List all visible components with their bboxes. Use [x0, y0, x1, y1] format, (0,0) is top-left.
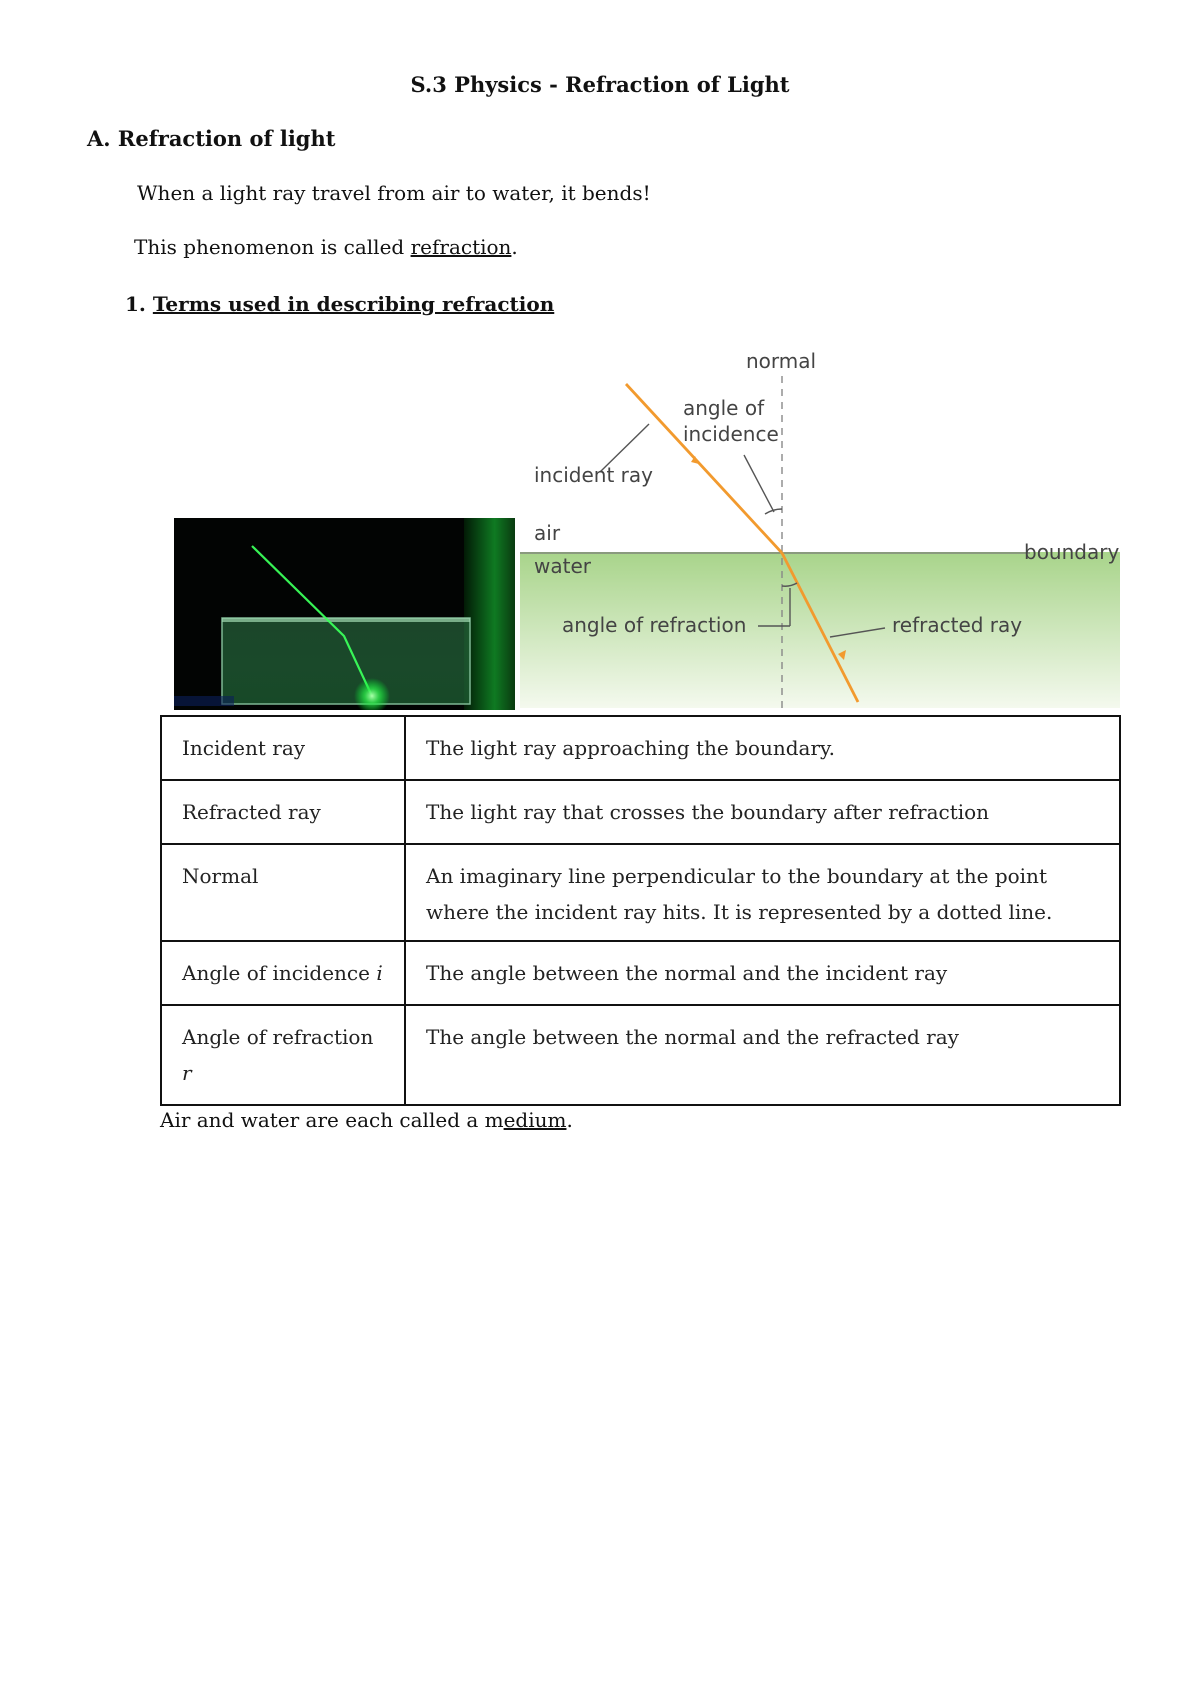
label-water: water: [534, 554, 591, 578]
table-row: [161, 780, 1120, 844]
label-boundary: boundary: [1024, 540, 1120, 564]
subsection-heading: [125, 292, 554, 316]
term-cell: [161, 941, 405, 1005]
definition-cell: The light ray approaching the boundary.: [405, 716, 1120, 780]
term-medium: edium: [503, 1108, 567, 1132]
table-row: [161, 941, 1120, 1005]
label-normal: normal: [746, 349, 817, 373]
table-row: [161, 844, 1120, 941]
intro-sentence: When a light ray travel from air to water, it bends!: [137, 181, 651, 205]
term-variable: i: [376, 961, 383, 985]
definition-suffix: .: [511, 235, 518, 259]
term-label: Incident ray: [182, 736, 306, 760]
medium-sentence: [160, 1108, 573, 1132]
term-variable: r: [182, 1061, 192, 1085]
definition-cell: The light ray that crosses the boundary after refraction: [405, 780, 1120, 844]
refraction-diagram: [520, 346, 1120, 708]
term-refraction: refraction: [410, 235, 512, 259]
page-title: S.3 Physics - Refraction of Light: [410, 72, 790, 97]
definition-cell: The angle between the normal and the incident ray: [405, 941, 1120, 1005]
term-cell: [161, 1005, 405, 1105]
term-cell: [161, 780, 405, 844]
section-heading-a: A. Refraction of light: [87, 126, 336, 151]
table-row: [161, 716, 1120, 780]
term-label: Angle of incidence: [182, 961, 377, 985]
term-label: Normal: [182, 864, 259, 888]
label-incident-ray: incident ray: [534, 463, 653, 487]
medium-prefix: Air and water are each called a m: [160, 1108, 504, 1132]
water-tank: [222, 618, 470, 704]
subsection-title: Terms used in describing refraction: [152, 292, 555, 316]
definition-prefix: This phenomenon is called: [134, 235, 411, 259]
definition-cell: The angle between the normal and the refracted ray: [405, 1005, 1120, 1105]
term-cell: [161, 716, 405, 780]
term-label: Angle of refraction: [182, 1025, 374, 1049]
definition-cell: An imaginary line perpendicular to the boundary at the point where the incident ray hits. It is represented by a dotted line.: [405, 844, 1120, 941]
term-label: Refracted ray: [182, 800, 321, 824]
refraction-definition: [134, 235, 518, 259]
laser-tank-photo: [174, 518, 515, 710]
medium-suffix: .: [566, 1108, 573, 1132]
terms-table: [160, 715, 1121, 1106]
label-angle-of-refraction: angle of refraction: [562, 613, 747, 637]
label-angle-of-incidence-line1: angle of: [683, 396, 765, 420]
label-angle-of-incidence-line2: incidence: [683, 422, 779, 446]
table-row: [161, 1005, 1120, 1105]
subsection-number: 1.: [125, 292, 153, 316]
label-air: air: [534, 521, 561, 545]
term-cell: [161, 844, 405, 941]
label-refracted-ray: refracted ray: [892, 613, 1023, 637]
